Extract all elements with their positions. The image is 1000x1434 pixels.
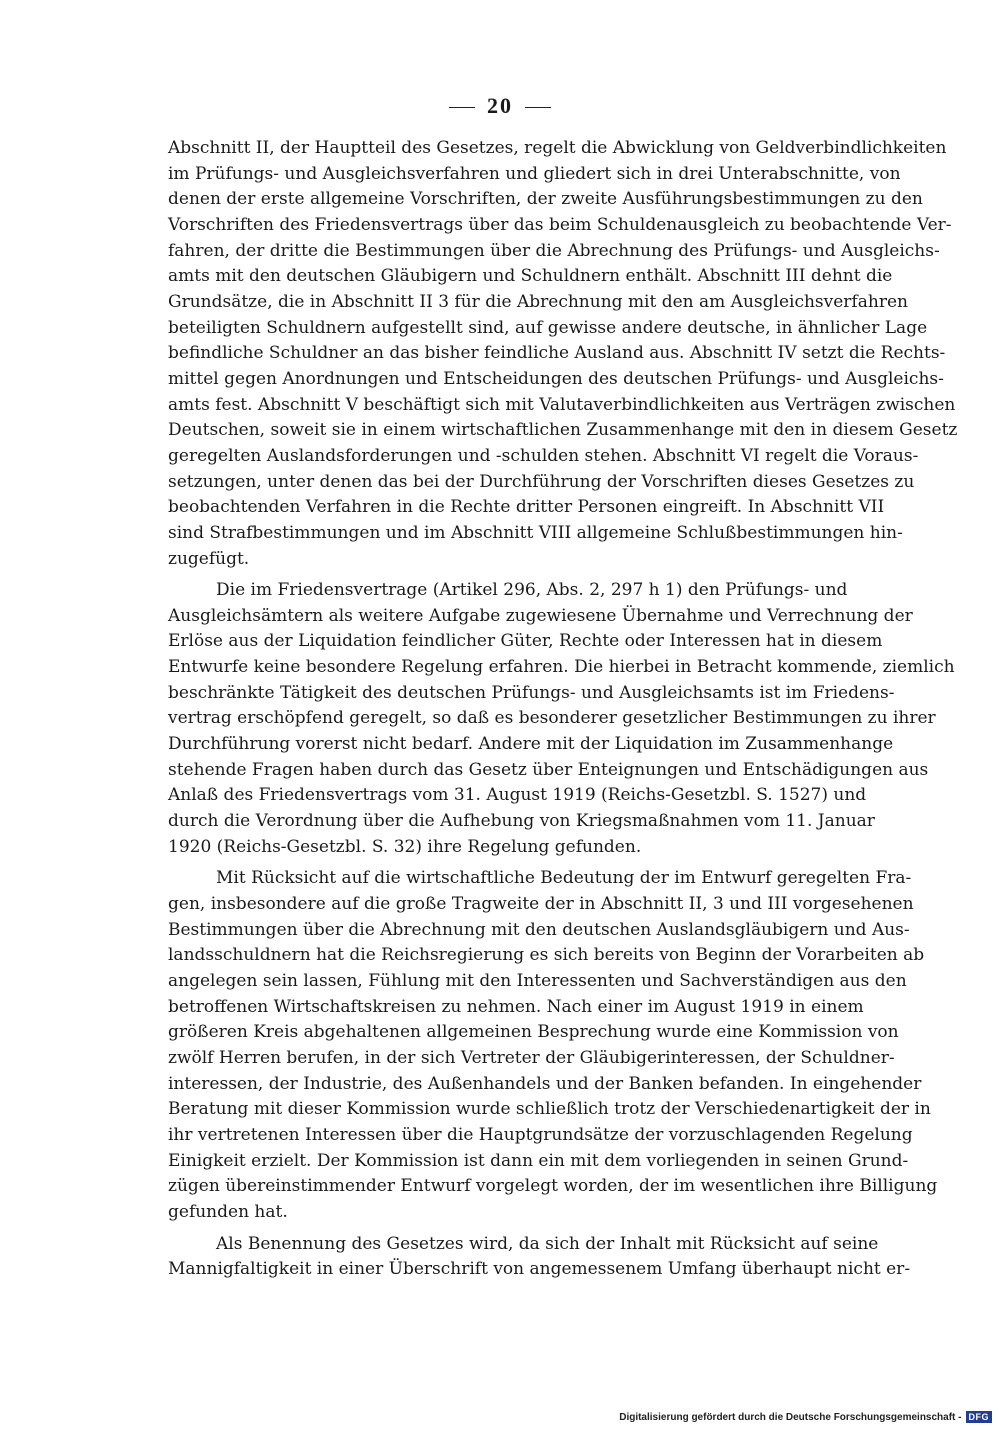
text-line: amts fest. Abschnitt V beschäftigt sich mit Valutaverbindlichkeiten aus Verträgen zwischen: [168, 394, 956, 415]
text-line: mittel gegen Anordnungen und Entscheidungen des deutschen Prüfungs- und Ausgleichs-: [168, 368, 944, 389]
text-line: interessen, der Industrie, des Außenhandels und der Banken befanden. In eingehender: [168, 1073, 922, 1094]
text-line: Durchführung vorerst nicht bedarf. Andere mit der Liquidation im Zusammenhange: [168, 734, 894, 755]
text-line: amts mit den deutschen Gläubigern und Schuldnern enthält. Abschnitt III dehnt die: [168, 266, 893, 287]
paragraph: [168, 578, 955, 860]
text-line: zügen übereinstimmender Entwurf vorgelegt worden, der im wesentlichen ihre Billigung: [168, 1176, 938, 1197]
text-line: befindliche Schuldner an das bisher feindliche Ausland aus. Abschnitt IV setzt die Rechts-: [168, 343, 946, 364]
page-number-value: 20: [487, 93, 513, 118]
text-line: größeren Kreis abgehaltenen allgemeinen Besprechung wurde eine Kommission von: [168, 1022, 899, 1043]
text-line: gen, insbesondere auf die große Tragweite der in Abschnitt II, 3 und III vorgesehenen: [168, 894, 914, 915]
dfg-logo: DFG: [966, 1411, 993, 1423]
text-line: ihr vertretenen Interessen über die Hauptgrundsätze der vorzuschlagenden Regelung: [168, 1124, 913, 1145]
body-text: [168, 136, 958, 1283]
text-line: im Prüfungs- und Ausgleichsverfahren und gliedert sich in drei Unterabschnitte, von: [168, 163, 901, 184]
text-line: durch die Verordnung über die Aufhebung von Kriegsmaßnahmen vom 11. Januar: [168, 811, 875, 832]
text-line: beschränkte Tätigkeit des deutschen Prüfungs- und Ausgleichsamts ist im Friedens-: [168, 682, 895, 703]
digitization-footer: [619, 1411, 992, 1423]
text-line: Entwurfe keine besondere Regelung erfahren. Die hierbei in Betracht kommende, ziemlich: [168, 657, 955, 678]
paragraph: [168, 136, 958, 572]
text-line: Abschnitt II, der Hauptteil des Gesetzes, regelt die Abwicklung von Geldverbindlichkeiten: [168, 138, 947, 158]
text-line: geregelten Auslandsforderungen und -schulden stehen. Abschnitt VI regelt die Voraus-: [168, 445, 919, 466]
text-line: gefunden hat.: [168, 1201, 288, 1222]
text-line: Einigkeit erzielt. Der Kommission ist dann ein mit dem vorliegenden in seinen Grund-: [168, 1150, 909, 1171]
text-line: setzungen, unter denen das bei der Durchführung der Vorschriften dieses Gesetzes zu: [168, 471, 915, 492]
text-line: Beratung mit dieser Kommission wurde schließlich trotz der Verschiedenartigkeit der in: [168, 1099, 931, 1120]
text-line: denen der erste allgemeine Vorschriften, der zweite Ausführungsbestimmungen zu den: [168, 189, 923, 210]
text-line: Mannigfaltigkeit in einer Überschrift von angemessenem Umfang überhaupt nicht er-: [168, 1259, 911, 1280]
text-line: sind Strafbestimmungen und im Abschnitt VIII allgemeine Schlußbestimmungen hin-: [168, 522, 903, 543]
text-line: Ausgleichsämtern als weitere Aufgabe zugewiesene Übernahme und Verrechnung der: [168, 605, 913, 626]
text-line: betroffenen Wirtschaftskreisen zu nehmen. Nach einer im August 1919 in einem: [168, 996, 864, 1017]
text-line: 1920 (Reichs-Gesetzbl. S. 32) ihre Regelung gefunden.: [168, 836, 642, 857]
text-line: Anlaß des Friedensvertrags vom 31. August 1919 (Reichs-Gesetzbl. S. 1527) und: [168, 785, 867, 806]
text-line: zwölf Herren berufen, in der sich Vertreter der Gläubigerinteressen, der Schuldner-: [168, 1047, 895, 1068]
text-line: Vorschriften des Friedensvertrags über das beim Schuldenausgleich zu beobachtende Ver-: [168, 214, 952, 235]
text-line: Grundsätze, die in Abschnitt II 3 für die Abrechnung mit den am Ausgleichsverfahren: [168, 291, 908, 312]
page-number-dash-left: [449, 107, 475, 108]
paragraph: [168, 1232, 911, 1283]
text-line: Bestimmungen über die Abrechnung mit den deutschen Auslandsgläubigern und Aus-: [168, 919, 910, 940]
page-number: [0, 93, 1000, 119]
text-line: Die im Friedensvertrage (Artikel 296, Abs. 2, 297 h 1) den Prüfungs- und: [216, 580, 848, 601]
text-line: angelegen sein lassen, Fühlung mit den Interessenten und Sachverständigen aus den: [168, 971, 907, 991]
page-number-dash-right: [525, 107, 551, 108]
text-line: Erlöse aus der Liquidation feindlicher Güter, Rechte oder Interessen hat in diesem: [168, 631, 883, 652]
text-line: Deutschen, soweit sie in einem wirtschaftlichen Zusammenhange mit den in diesem Gesetz: [168, 420, 958, 441]
text-line: beobachtenden Verfahren in die Rechte dritter Personen eingreift. In Abschnitt VII: [168, 497, 885, 518]
footer-text: Digitalisierung gefördert durch die Deutsche Forschungsgemeinschaft -: [619, 1411, 962, 1423]
text-line: fahren, der dritte die Bestimmungen über die Abrechnung des Prüfungs- und Ausgleichs-: [168, 240, 940, 261]
paragraph: [168, 866, 938, 1225]
text-line: beteiligten Schuldnern aufgestellt sind, auf gewisse andere deutsche, in ähnlicher Lage: [168, 317, 928, 338]
text-line: Als Benennung des Gesetzes wird, da sich der Inhalt mit Rücksicht auf seine: [216, 1233, 879, 1254]
text-line: Mit Rücksicht auf die wirtschaftliche Bedeutung der im Entwurf geregelten Fra-: [216, 868, 912, 889]
text-line: stehende Fragen haben durch das Gesetz über Enteignungen und Entschädigungen aus: [168, 759, 929, 780]
text-line: zugefügt.: [168, 548, 250, 569]
text-line: vertrag erschöpfend geregelt, so daß es besonderer gesetzlicher Bestimmungen zu ihrer: [168, 708, 936, 729]
text-line: landsschuldnern hat die Reichsregierung es sich bereits von Beginn der Vorarbeiten ab: [168, 945, 925, 966]
